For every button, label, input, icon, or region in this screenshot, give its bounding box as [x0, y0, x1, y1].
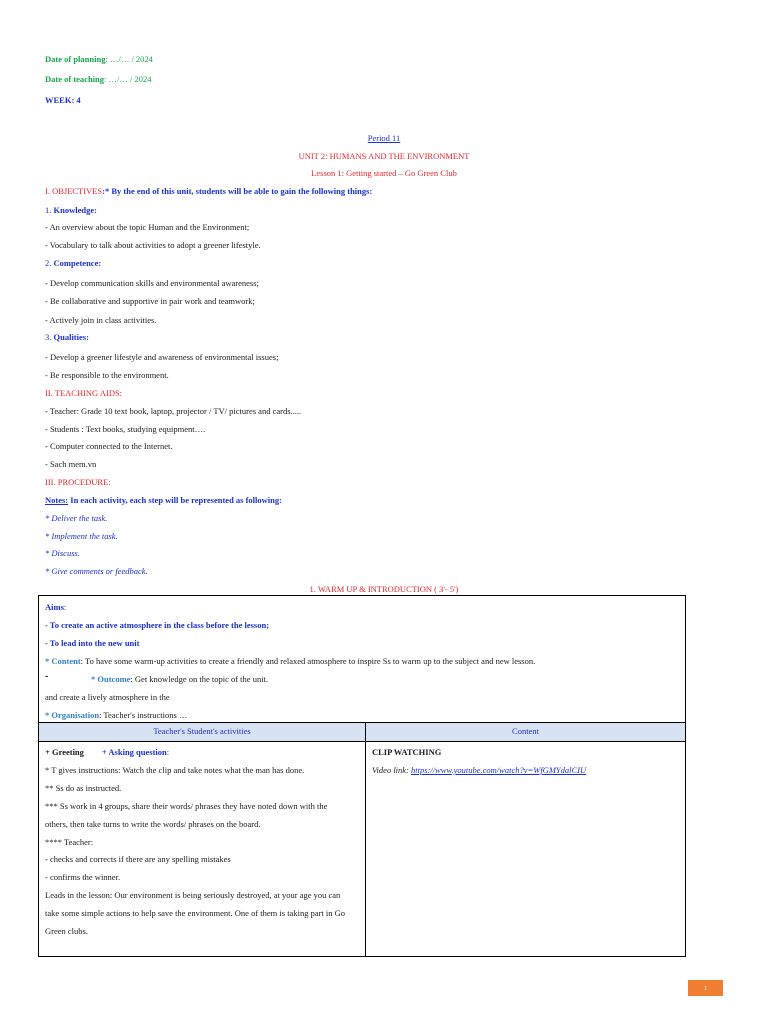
activity-line: - confirms the winner.	[45, 872, 121, 882]
content-line	[45, 656, 535, 667]
date-of-teaching-value: : …/… / 2024	[104, 74, 152, 84]
activity-line: Leads in the lesson: Our environment is being seriously destroyed, at your age you can	[45, 890, 341, 900]
procedure-step: * Give comments or feedback.	[45, 566, 148, 576]
objectives-heading-blue: :* By the end of this unit, students will be able to gain the following things:	[102, 186, 373, 196]
organisation-label: * Organisation	[45, 710, 100, 720]
activity-line: Green clubs.	[45, 926, 88, 936]
aims-heading	[45, 602, 66, 613]
content-text: : To have some warm-up activities to create a friendly and relaxed atmosphere to inspire Ss to warm up to the subject and new lesson.	[80, 656, 536, 666]
knowledge-heading	[45, 205, 97, 216]
procedure-step: * Implement the task.	[45, 531, 118, 541]
date-of-teaching-label: Date of teaching	[45, 74, 105, 84]
date-of-planning-value: : …/… / 2024	[105, 54, 153, 64]
procedure-step: * Deliver the task.	[45, 513, 108, 523]
week-value: : 4	[71, 95, 81, 105]
greeting-line	[45, 747, 169, 758]
competence-heading	[45, 258, 101, 269]
organisation-line	[45, 710, 187, 721]
activity-line: take some simple actions to help save the environment. One of them is taking part in Go	[45, 908, 346, 918]
outcome-label: * Outcome	[91, 674, 131, 684]
aims-colon: :	[63, 602, 67, 612]
asking-question-label: + Asking question	[101, 747, 167, 757]
procedure-notes	[45, 495, 282, 506]
knowledge-item: - An overview about the topic Human and the Environment;	[45, 222, 250, 232]
aims-item: - To lead into the new unit	[45, 638, 140, 648]
period-title: Period 11	[367, 133, 401, 143]
knowledge-number: 1.	[45, 205, 54, 215]
outcome-dash: -	[45, 671, 49, 682]
col-header-activities: Teacher's Student's activities	[153, 726, 251, 736]
activity-line: ** Ss do as instructed.	[45, 783, 122, 793]
content-label: * Content	[45, 656, 81, 666]
teaching-aid-item: - Students : Text books, studying equipment….	[45, 424, 206, 434]
competence-item: - Develop communication skills and environmental awareness;	[45, 278, 259, 288]
qualities-number: 3.	[45, 332, 54, 342]
unit-title: UNIT 2: HUMANS AND THE ENVIRONMENT	[298, 151, 470, 161]
teaching-aids-heading: II. TEACHING AIDS:	[45, 388, 123, 398]
asking-question-colon: :	[166, 747, 170, 757]
competence-item: - Actively join in class activities.	[45, 315, 157, 325]
teaching-aid-item: - Teacher: Grade 10 text book, laptop, projector / TV/ pictures and cards.....	[45, 406, 302, 416]
column-divider	[365, 722, 366, 956]
organisation-text: : Teacher's instructions …	[99, 710, 188, 720]
qualities-heading	[45, 332, 89, 343]
activity-line: *** Ss work in 4 groups, share their words/ phrases they have noted down with the	[45, 801, 328, 811]
video-link[interactable]: https://www.youtube.com/watch?v=WfGMYdalCIU	[411, 765, 587, 775]
col-header-content: Content	[512, 726, 539, 736]
qualities-item: - Be responsible to the environment.	[45, 370, 169, 380]
outcome-text: : Get knowledge on the topic of the unit.	[130, 674, 269, 684]
competence-item: - Be collaborative and supportive in pair work and teamwork;	[45, 296, 255, 306]
date-of-planning	[45, 54, 153, 65]
objectives-heading	[45, 186, 372, 197]
warmup-box	[38, 595, 686, 957]
activity-line: * T gives instructions: Watch the clip and take notes what the man has done.	[45, 765, 305, 775]
clip-watching-title: CLIP WATCHING	[372, 747, 442, 757]
outcome-line	[91, 674, 268, 685]
activity-line: **** Teacher:	[45, 837, 94, 847]
qualities-item: - Develop a greener lifestyle and awareness of environmental issues;	[45, 352, 279, 362]
video-link-label: Video link:	[372, 765, 412, 775]
page-number-badge: 1	[688, 980, 723, 996]
competence-label: Competence:	[53, 258, 102, 268]
competence-number: 2.	[45, 258, 54, 268]
knowledge-label: Knowledge:	[53, 205, 97, 215]
activity-line: others, then take turns to write the words/ phrases on the board.	[45, 819, 261, 829]
qualities-label: Qualities:	[53, 332, 89, 342]
greeting-label: + Greeting	[45, 747, 84, 757]
activity-line: - checks and corrects if there are any spelling mistakes	[45, 854, 231, 864]
objectives-heading-red: I. OBJECTIVES	[45, 186, 103, 196]
activities-table-header	[39, 722, 685, 742]
notes-text: In each activity, each step will be represented as following:	[68, 495, 282, 505]
aims-item: - To create an active atmosphere in the class before the lesson;	[45, 620, 270, 630]
procedure-heading: III. PROCEDURE:	[45, 477, 111, 487]
teaching-aid-item: - Computer connected to the Internet.	[45, 441, 173, 451]
notes-label: Notes:	[45, 495, 69, 505]
atmosphere-line: and create a lively atmosphere in the	[45, 692, 170, 702]
warmup-title: 1. WARM UP & INTRODUCTION ( 3'- 5')	[309, 584, 459, 594]
week	[45, 95, 81, 106]
lesson-title: Lesson 1: Getting started – Go Green Club	[311, 168, 457, 178]
date-of-planning-label: Date of planning	[45, 54, 106, 64]
week-label: WEEK	[45, 95, 72, 105]
knowledge-item: - Vocabulary to talk about activities to adopt a greener lifestyle.	[45, 240, 261, 250]
aims-label: Aims	[45, 602, 64, 612]
video-link-line	[372, 765, 586, 776]
teaching-aid-item: - Sach mem.vn	[45, 459, 97, 469]
procedure-step: * Discuss.	[45, 548, 80, 558]
date-of-teaching	[45, 74, 151, 85]
